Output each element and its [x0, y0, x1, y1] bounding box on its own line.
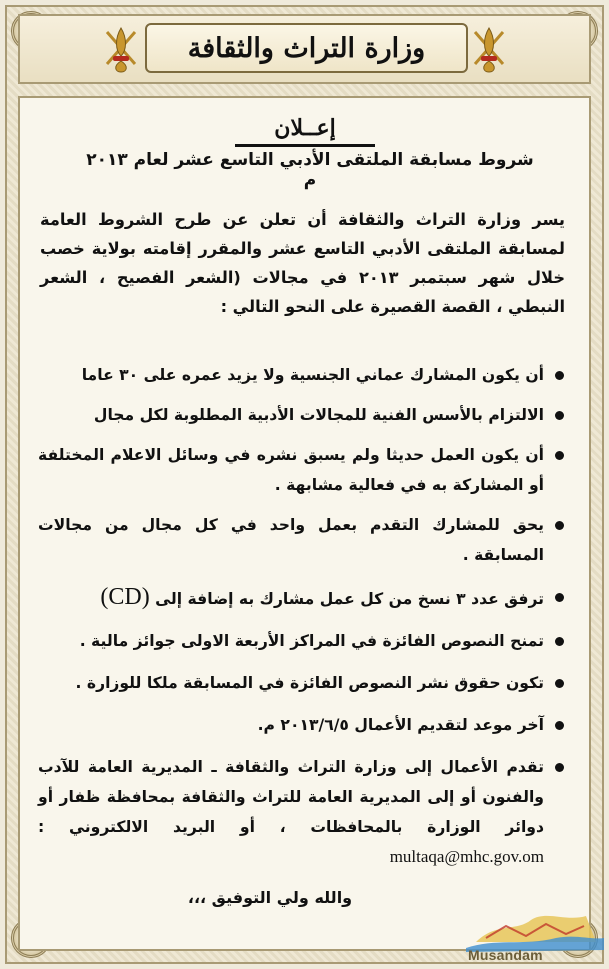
bullet-icon — [555, 371, 564, 380]
list-item — [38, 710, 566, 740]
list-item — [38, 626, 566, 656]
condition-text: يحق للمشارك التقدم بعمل واحد في كل مجال من مجالات المسابقة . — [38, 516, 544, 564]
bullet-icon — [555, 637, 564, 646]
condition-text: تمنح النصوص الفائزة في المراكز الأربعة الاولى جوائز مالية . — [79, 632, 544, 650]
email-address: multaqa@mhc.gov.om — [389, 847, 544, 866]
bullet-icon — [555, 451, 564, 460]
announcement-title-text: إعــلان — [274, 115, 336, 141]
bullet-icon — [555, 521, 564, 530]
conditions-list — [38, 360, 566, 872]
announcement-subtitle: شروط مسابقة الملتقى الأدبي التاسع عشر لعام ٢٠١٣ م — [86, 150, 534, 190]
condition-text: أن يكون العمل حديثا ولم يسبق نشره في وسائل الاعلام المختلفة أو المشاركة به في فعالية مشابهة . — [38, 446, 544, 494]
list-item — [38, 360, 566, 390]
intro-paragraph: يسر وزارة التراث والثقافة أن تعلن عن طرح الشروط العامة لمسابقة الملتقى الأدبي التاسع عشر والمقرر إقامته بولاية خصب خلال شهر سبتمبر ٢٠١٣ في مجالات (الشعر الفصيح ، الشعر النبطي ، القصة القصيرة على النحو التالي : — [40, 210, 566, 316]
condition-text: الالتزام بالأسس الفنية للمجالات الأدبية المطلوبة لكل مجال — [93, 406, 544, 424]
list-item — [38, 440, 566, 500]
bullet-icon — [555, 721, 564, 730]
closing-line: والله ولي التوفيق ،،، — [187, 888, 353, 907]
bullet-icon — [555, 411, 564, 420]
condition-text: آخر موعد لتقديم الأعمال ٢٠١٣/٦/٥ م. — [257, 716, 544, 734]
cd-label: (CD) — [100, 584, 150, 610]
bullet-icon — [555, 763, 564, 772]
list-item — [38, 668, 566, 698]
oman-khanjar-emblem-icon — [471, 22, 507, 74]
title-underline — [235, 144, 375, 147]
bullet-icon — [555, 593, 564, 602]
condition-text: تقدم الأعمال إلى وزارة التراث والثقافة ـ المديرية العامة للآدب والفنون أو إلى المديرية العامة للتراث والثقافة بمحافظة ظفار أو دوائر الوزارة بالمحافظات ، أو البريد الالكتروني : — [38, 758, 544, 836]
oman-khanjar-emblem-icon — [103, 22, 139, 74]
announcement-title — [235, 109, 375, 147]
bullet-icon — [555, 679, 564, 688]
list-item — [38, 510, 566, 570]
watermark-text: Musandam — [468, 947, 543, 963]
list-item — [38, 400, 566, 430]
condition-text: تكون حقوق نشر النصوص الفائزة في المسابقة ملكا للوزارة . — [75, 674, 544, 692]
condition-text: أن يكون المشارك عماني الجنسية ولا يزيد عمره على ٣٠ عاما — [81, 366, 544, 384]
condition-text: ترفق عدد ٣ نسخ من كل عمل مشارك به إضافة إلى — [155, 590, 544, 608]
ministry-title: وزارة التراث والثقافة — [145, 23, 468, 73]
list-item — [38, 582, 566, 614]
list-item — [38, 752, 566, 872]
